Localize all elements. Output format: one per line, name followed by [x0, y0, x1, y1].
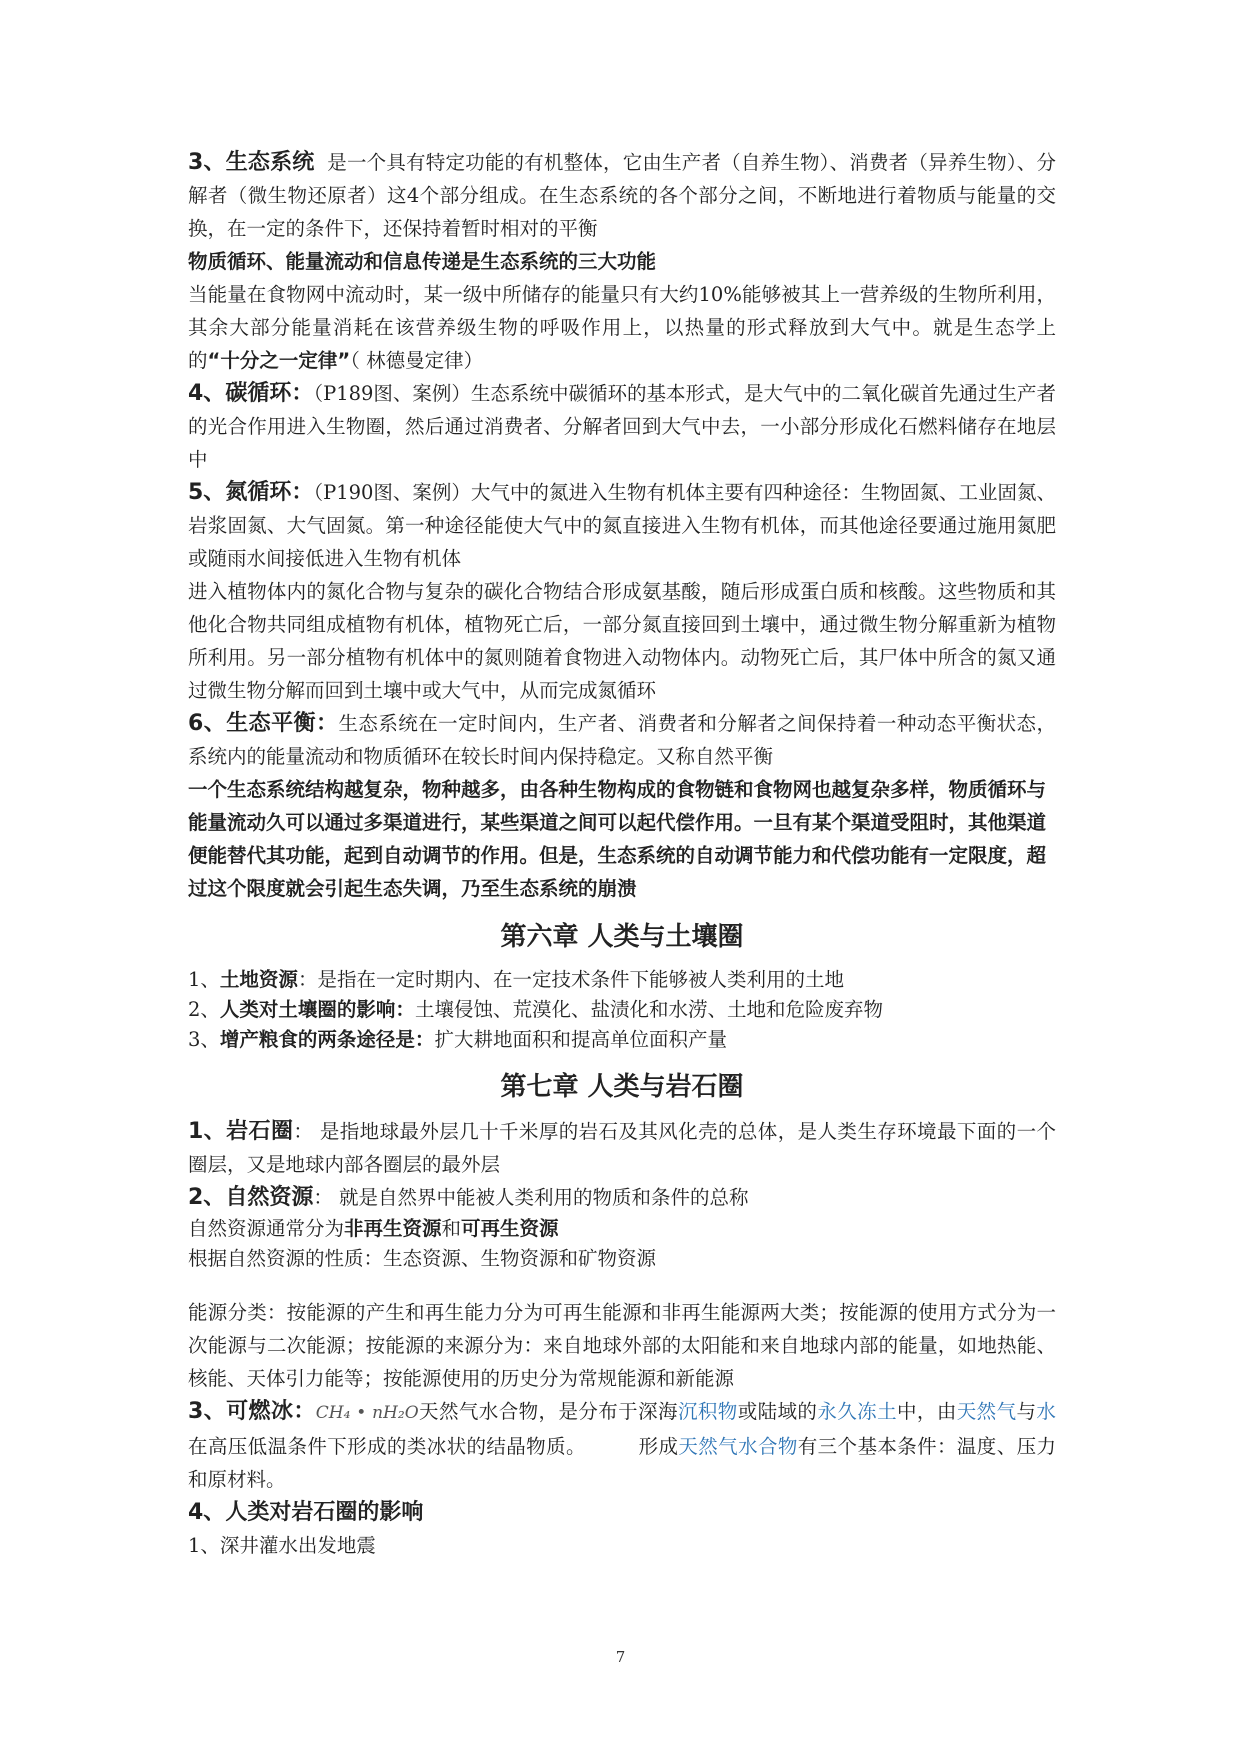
- section-natural-resources: [188, 1181, 1056, 1214]
- text-segment: 或陆域的: [737, 1400, 818, 1423]
- item-text: ：是指在一定时期内、在一定技术条件下能够被人类利用的土地: [297, 968, 844, 991]
- tenth-law: “十分之一定律”: [207, 349, 351, 372]
- lindeman-law: （ 林德曼定律）: [350, 349, 484, 372]
- section-text: 生态系统在一定时间内，生产者、消费者和分解者之间保持着一种动态平衡状态，系统内的能量流动和物质循环在较长时间内保持稳定。又称自然平衡: [188, 712, 1056, 768]
- section-number: 4、: [188, 381, 226, 406]
- item-text: 土壤侵蚀、荒漠化、盐渍化和水涝、土地和危险废弃物: [414, 998, 883, 1021]
- link-sediment[interactable]: 沉积物: [677, 1400, 738, 1423]
- section-term: 自然资源: [225, 1185, 314, 1210]
- link-gas-hydrate[interactable]: 天然气水合物: [678, 1435, 798, 1458]
- text-segment: 在高压低温条件下形成的类冰状的结晶物质。 形成: [188, 1435, 679, 1458]
- item-text: 扩大耕地面积和提高单位面积产量: [434, 1028, 727, 1051]
- energy-classification: 能源分类：按能源的产生和再生能力分为可再生能源和非再生能源两大类；按能源的使用方式分为一次能源与二次能源；按能源的来源分为：来自地球外部的太阳能和来自地球内部的能量，如地热能、核能、天体引力能等；按能源使用的历史分为常规能源和新能源: [188, 1301, 1056, 1390]
- section-text: （P190图、案例）大气中的氮进入生物有机体主要有四种途径：生物固氮、工业固氮、岩浆固氮、大气固氮。第一种途径能使大气中的氮直接进入生物有机体，而其他途径要通过施用氮肥或随雨水间接低进入生物有机体: [188, 481, 1056, 570]
- chemical-formula: CH₄ • nH₂O: [315, 1403, 419, 1423]
- resource-nature: 根据自然资源的性质：生态资源、生物资源和矿物资源: [188, 1247, 657, 1270]
- ch6-item-3: [188, 1025, 1056, 1055]
- ecological-balance-bold: 一个生态系统结构越复杂，物种越多，由各种生物构成的食物链和食物网也越复杂多样，物质循环与能量流动久可以通过多渠道进行，某些渠道之间可以起代偿作用。一旦有某个渠道受阻时，其他渠道便能替代其功能，起到自动调节的作用。但是，生态系统的自动调节能力和代偿功能有一定限度，超过这个限度就会引起生态失调，乃至生态系统的崩溃: [188, 778, 1047, 900]
- link-permafrost[interactable]: 永久冻土: [817, 1400, 897, 1423]
- page-number: 7: [615, 1648, 626, 1666]
- chapter-7-title: 第七章 人类与岩石圈: [500, 1072, 744, 1102]
- section-number: 2、: [188, 1185, 226, 1210]
- section-ecosystem: [188, 146, 1056, 245]
- section-term: 碳循环：: [225, 381, 314, 406]
- section-term: 生态平衡：: [226, 711, 339, 736]
- text-segment: 天然气水合物，是分布于深海: [418, 1400, 678, 1423]
- link-water[interactable]: 水: [1036, 1400, 1056, 1423]
- section-text: ： 是指地球最外层几十千米厚的岩石及其风化壳的总体，是人类生存环境最下面的一个圈层，又是地球内部各圈层的最外层: [188, 1120, 1056, 1176]
- ch6-item-1: [188, 965, 1056, 995]
- section-number: 1、: [188, 1119, 227, 1144]
- ecosystem-functions: 物质循环、能量流动和信息传递是生态系统的三大功能: [188, 250, 657, 273]
- section-lithosphere: [188, 1115, 1056, 1181]
- section-number: 5、: [188, 480, 226, 505]
- section-number: 3、: [188, 1399, 227, 1424]
- item-number: 3、: [188, 1028, 220, 1051]
- section-term: 氮循环：: [225, 480, 314, 505]
- section-term: 岩石圈: [226, 1119, 294, 1144]
- section-nitrogen-cycle: [188, 476, 1056, 575]
- section-term: 人类对岩石圈的影响: [225, 1500, 424, 1525]
- chapter-6-title: 第六章 人类与土壤圈: [500, 922, 744, 952]
- text-segment: 有三个基本条件：温度、压力和原材料。: [188, 1435, 1056, 1491]
- item-term: 人类对土壤圈的影响：: [219, 998, 415, 1021]
- resource-prefix: 自然资源通常分为: [188, 1217, 345, 1240]
- section-text: （P189图、案例）生态系统中碳循环的基本形式，是大气中的二氧化碳首先通过生产者的光合作用进入生物圈，然后通过消费者、分解者回到大气中去，一小部分形成化石燃料储存在地层中: [188, 382, 1056, 471]
- document-page: [188, 146, 1056, 1562]
- non-renewable-resources: 非再生资源: [344, 1217, 442, 1240]
- link-natural-gas[interactable]: 天然气: [956, 1400, 1017, 1423]
- section-human-impact-lithosphere: [188, 1496, 1056, 1529]
- impact-item-1: 1、深井灌水出发地震: [188, 1534, 376, 1557]
- energy-flow-text: 当能量在食物网中流动时，某一级中所储存的能量只有大约10%能够被其上一营养级的生物所利用，其余大部分能量消耗在该营养级生物的呼吸作用上，以热量的形式释放到大气中。就是生态学上的: [188, 283, 1056, 372]
- item-term: 土地资源: [219, 968, 298, 991]
- energy-flow-paragraph: [188, 278, 1056, 377]
- section-text: 是一个具有特定功能的有机整体，它由生产者（自养生物）、消费者（异养生物）、分解者（微生物还原者）这4个部分组成。在生态系统的各个部分之间，不断地进行着物质与能量的交换，在一定的条件下，还保持着暂时相对的平衡: [188, 151, 1056, 240]
- section-number: 6、: [188, 711, 227, 736]
- text-segment: 中，由: [897, 1400, 957, 1423]
- blank-line: [188, 1274, 1056, 1296]
- resource-and: 和: [441, 1217, 462, 1240]
- section-term: 生态系统: [225, 150, 315, 175]
- ch6-item-2: [188, 995, 1056, 1025]
- section-ecological-balance: [188, 707, 1056, 773]
- section-carbon-cycle: [188, 377, 1056, 476]
- resource-classification: [188, 1214, 1056, 1244]
- section-number: 4、: [188, 1500, 226, 1525]
- renewable-resources: 可再生资源: [461, 1217, 559, 1240]
- item-term: 增产粮食的两条途径是：: [219, 1028, 435, 1051]
- section-term: 可燃冰：: [226, 1399, 316, 1424]
- item-number: 1、: [188, 968, 220, 991]
- section-text: ： 就是自然界中能被人类利用的物质和条件的总称: [313, 1186, 749, 1209]
- nitrogen-detail: 进入植物体内的氮化合物与复杂的碳化合物结合形成氨基酸，随后形成蛋白质和核酸。这些物质和其他化合物共同组成植物有机体，植物死亡后，一部分氮直接回到土壤中，通过微生物分解重新为植物所利用。另一部分植物有机体中的氮则随着食物进入动物体内。动物死亡后，其尸体中所含的氮又通过微生物分解而回到土壤中或大气中，从而完成氮循环: [188, 580, 1056, 702]
- section-number: 3、: [188, 150, 226, 175]
- text-segment: 与: [1016, 1400, 1037, 1423]
- section-combustible-ice: [188, 1395, 1056, 1496]
- item-number: 2、: [188, 998, 220, 1021]
